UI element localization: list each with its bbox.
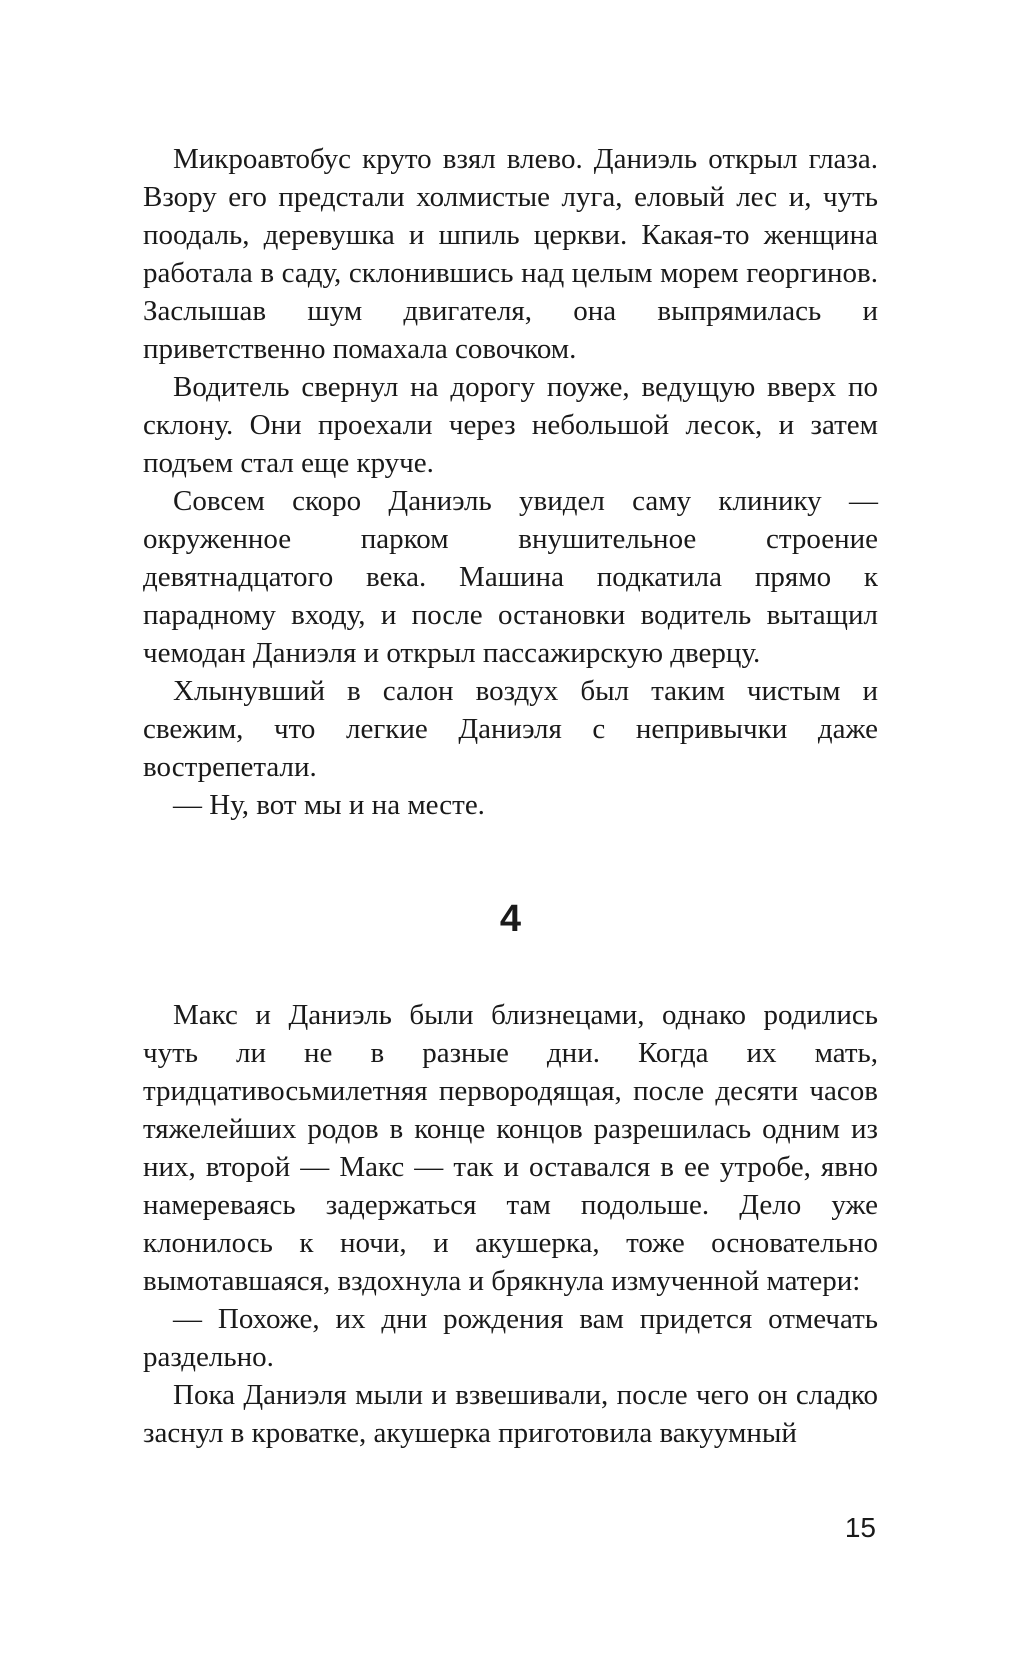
- text-section-2: [143, 996, 878, 1452]
- book-page: [143, 140, 878, 1452]
- paragraph: Хлынувший в салон воздух был таким чистым и свежим, что легкие Даниэля с непривычки даже вострепетали.: [143, 675, 878, 783]
- text-section-1: [143, 140, 878, 824]
- dialogue-line: — Похоже, их дни рождения вам придется отмечать раздельно.: [143, 1303, 878, 1373]
- dialogue-line: — Ну, вот мы и на месте.: [173, 789, 485, 821]
- paragraph: Водитель свернул на дорогу поуже, ведущую вверх по склону. Они проехали через небольшой лесок, и затем подъем стал еще круче.: [143, 371, 878, 479]
- paragraph: Совсем скоро Даниэль увидел саму клинику — окруженное парком внушительное строение девятнадцатого века. Машина подкатила прямо к парадному входу, и после остановки водитель вытащил чемодан Даниэля и открыл пассажирскую дверцу.: [143, 485, 878, 669]
- paragraph: Микроавтобус круто взял влево. Даниэль открыл глаза. Взору его предстали холмистые луга, еловый лес и, чуть поодаль, деревушка и шпиль церкви. Какая-то женщина работала в саду, склонившись над целым морем георгинов. Заслышав шум двигателя, она выпрямилась и приветственно помахала совочком.: [143, 143, 878, 365]
- paragraph: Макс и Даниэль были близнецами, однако родились чуть ли не в разные дни. Когда их мать, тридцативосьмилетняя первородящая, после десяти часов тяжелейших родов в конце концов разрешилась одним из них, второй — Макс — так и оставался в ее утробе, явно намереваясь задержаться там подольше. Дело уже клонилось к ночи, и акушерка, тоже основательно вымотавшаяся, вздохнула и брякнула измученной матери:: [143, 999, 878, 1297]
- paragraph: Пока Даниэля мыли и взвешивали, после чего он сладко заснул в кроватке, акушерка приготовила вакуумный: [143, 1379, 878, 1449]
- page-number: 15: [844, 1512, 876, 1543]
- chapter-number: 4: [499, 898, 522, 940]
